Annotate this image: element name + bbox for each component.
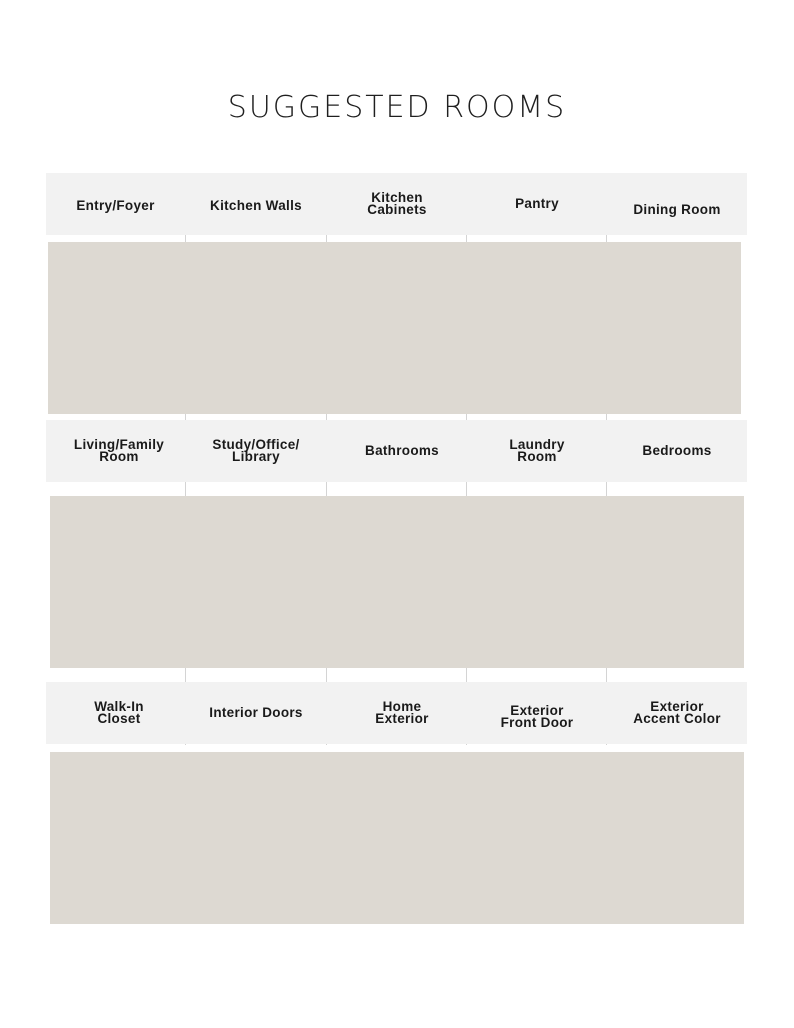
room-label: Walk-In Closet bbox=[94, 699, 144, 726]
room-label: Bedrooms bbox=[642, 443, 712, 458]
room-label: Laundry Room bbox=[509, 437, 565, 464]
room-label-row-1 bbox=[46, 173, 747, 235]
color-swatch-area-2 bbox=[50, 496, 744, 668]
room-label: Interior Doors bbox=[209, 705, 303, 720]
room-label: Dining Room bbox=[633, 202, 721, 217]
room-label-row-2 bbox=[46, 420, 747, 482]
room-label: Entry/Foyer bbox=[76, 198, 155, 213]
room-label: Exterior Accent Color bbox=[633, 699, 721, 726]
color-swatch-area-1 bbox=[48, 242, 741, 414]
color-swatch-area-3 bbox=[50, 752, 744, 924]
room-label: Kitchen Cabinets bbox=[367, 190, 427, 217]
page-title: SUGGESTED ROOMS bbox=[227, 90, 567, 125]
room-label-row-3 bbox=[46, 682, 747, 744]
room-label: Home Exterior bbox=[375, 699, 429, 726]
room-label: Pantry bbox=[515, 196, 559, 211]
room-label: Study/Office/ Library bbox=[212, 437, 300, 464]
room-label: Living/Family Room bbox=[73, 437, 165, 464]
room-label: Kitchen Walls bbox=[210, 198, 302, 213]
room-label: Exterior Front Door bbox=[500, 703, 574, 730]
room-label: Bathrooms bbox=[365, 443, 439, 458]
